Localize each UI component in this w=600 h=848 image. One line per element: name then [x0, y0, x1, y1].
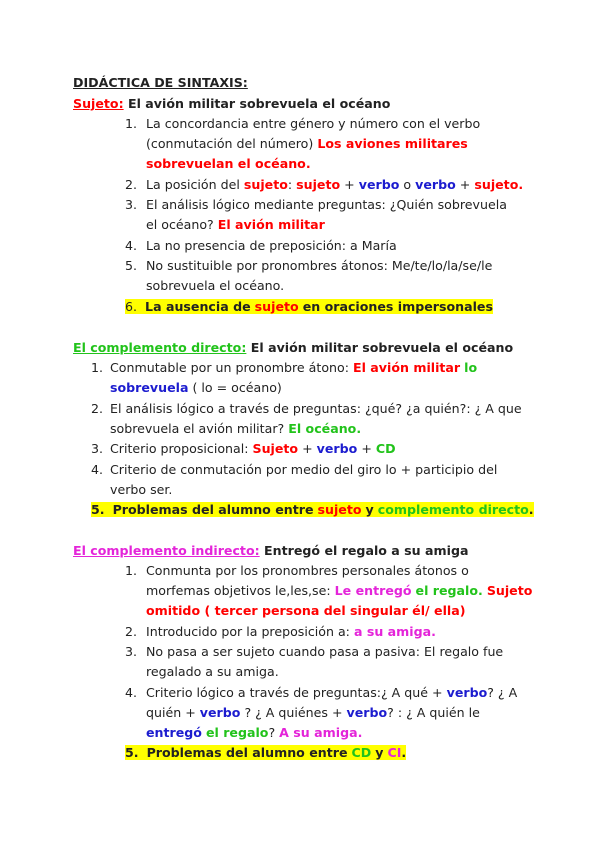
text-fragment: Criterio lógico a través de preguntas:¿ A qué +: [146, 685, 443, 700]
text-fragment: +: [344, 177, 355, 192]
sujeto-sentence: El avión militar sobrevuela el océano: [128, 96, 391, 111]
text-fragment: sujeto.: [474, 177, 524, 192]
text-fragment: .: [528, 502, 534, 517]
cd-item-2-num: 2.: [91, 401, 104, 416]
sujeto-label: Sujeto:: [73, 96, 124, 111]
document-title: DIDÁCTICA DE SINTAXIS:: [73, 75, 248, 90]
text-fragment: sujeto: [296, 177, 341, 192]
example-highlight: Los aviones militares: [317, 136, 468, 151]
ci-item-4-line-3: [146, 723, 362, 743]
text-fragment: Sujeto: [252, 441, 299, 456]
item-number: 6.: [125, 299, 138, 314]
sujeto-item-5-line-2: sobrevuela el océano.: [146, 278, 285, 293]
text-fragment: El océano.: [288, 421, 362, 436]
cd-item-2-line-1: El análisis lógico a través de preguntas: ¿qué? ¿a quién?: ¿ A que: [110, 401, 522, 416]
ci-item-1-num: 1.: [125, 563, 138, 578]
item-number: 5.: [125, 745, 139, 760]
text-fragment: La posición del: [146, 177, 240, 192]
text-fragment: sujeto: [243, 177, 288, 192]
text-fragment: o: [403, 177, 412, 192]
text-fragment: y: [365, 502, 374, 517]
cd-sentence: El avión militar sobrevuela el océano: [250, 340, 514, 355]
sujeto-item-1-line-2: [146, 134, 468, 154]
sujeto-item-4-line-1: La no presencia de preposición: a María: [146, 238, 397, 253]
text-fragment: y: [375, 745, 384, 760]
cd-item-5: [91, 500, 534, 520]
text-fragment: El avión militar: [217, 217, 325, 232]
ci-item-2-num: 2.: [125, 624, 138, 639]
sujeto-item-1-line-3: sobrevuelan el océano.: [146, 156, 311, 171]
text-fragment: Sujeto: [486, 583, 533, 598]
text-fragment: lo: [464, 360, 478, 375]
ci-item-2-line-1: [146, 622, 436, 642]
text-fragment: :: [287, 177, 293, 192]
text-fragment: verbo: [358, 177, 400, 192]
text-fragment: verbo: [316, 441, 358, 456]
ci-item-1-line-2: [146, 581, 532, 601]
text-fragment: +: [361, 441, 372, 456]
sujeto-item-1-num: 1.: [125, 116, 138, 131]
ci-item-1-line-1: Conmunta por los pronombres personales átonos o: [146, 563, 469, 578]
text-fragment: quién +: [146, 705, 196, 720]
cd-item-1-line-1: [110, 358, 477, 378]
ci-sentence: Entregó el regalo a su amiga: [264, 543, 469, 558]
text-fragment: CD: [375, 441, 396, 456]
text-fragment: sobrevuela el avión militar?: [110, 421, 285, 436]
sujeto-item-1-line-1: La concordancia entre género y número con el verbo: [146, 116, 481, 131]
text-fragment: sobrevuela: [110, 380, 189, 395]
text-fragment: Le entregó: [334, 583, 412, 598]
text-fragment: ? : ¿ A quién le: [387, 705, 480, 720]
ci-label: El complemento indirecto:: [73, 543, 260, 558]
cd-item-1-num: 1.: [91, 360, 104, 375]
cd-heading: [73, 338, 513, 358]
text-fragment: Problemas del alumno entre: [112, 502, 314, 517]
ci-item-3-num: 3.: [125, 644, 138, 659]
text-fragment: a su amiga.: [353, 624, 436, 639]
sujeto-item-3-line-2: [146, 215, 325, 235]
text-fragment: el océano?: [146, 217, 214, 232]
text-fragment: verbo: [199, 705, 241, 720]
text-fragment: verbo: [446, 685, 488, 700]
text-fragment: verbo: [346, 705, 388, 720]
sujeto-item-2-line-1: [146, 175, 523, 195]
text-fragment: ? ¿ A quiénes +: [244, 705, 343, 720]
sujeto-heading: [73, 94, 390, 114]
ci-item-4-line-1: [146, 683, 517, 703]
ci-heading: [73, 541, 468, 561]
sujeto-item-4-num: 4.: [125, 238, 138, 253]
text-fragment: Criterio proposicional:: [110, 441, 249, 456]
ci-item-3-line-1: No pasa a ser sujeto cuando pasa a pasiva: El regalo fue: [146, 644, 504, 659]
text-fragment: Conmutable por un pronombre átono:: [110, 360, 349, 375]
text-fragment: Introducido por la preposición a:: [146, 624, 350, 639]
text-fragment: sujeto: [254, 299, 299, 314]
text-fragment: (conmutación del número): [146, 136, 314, 151]
text-fragment: morfemas objetivos le,les,se:: [146, 583, 331, 598]
ci-item-4-line-2: [146, 703, 480, 723]
ci-item-1-line-3: omitido ( tercer persona del singular él/ ella): [146, 603, 466, 618]
text-fragment: verbo: [415, 177, 456, 192]
sujeto-item-3-line-1: El análisis lógico mediante preguntas: ¿Quién sobrevuela: [146, 197, 507, 212]
text-fragment: .: [401, 745, 407, 760]
text-fragment: sujeto: [317, 502, 362, 517]
text-fragment: el regalo: [205, 725, 269, 740]
cd-item-4-line-2: verbo ser.: [110, 482, 173, 497]
text-fragment: complemento directo: [377, 502, 529, 517]
text-fragment: A su amiga.: [279, 725, 363, 740]
text-fragment: ( lo = océano): [192, 380, 282, 395]
cd-item-1-line-2: [110, 378, 282, 398]
sujeto-item-3-num: 3.: [125, 197, 138, 212]
cd-label: El complemento directo:: [73, 340, 247, 355]
text-fragment: +: [302, 441, 313, 456]
sujeto-item-6: [125, 297, 493, 317]
text-fragment: el regalo.: [415, 583, 483, 598]
cd-item-4-line-1: Criterio de conmutación por medio del giro lo + participio del: [110, 462, 498, 477]
text-fragment: ?: [268, 725, 276, 740]
text-fragment: ? ¿ A: [487, 685, 518, 700]
sujeto-item-2-num: 2.: [125, 177, 138, 192]
text-fragment: +: [459, 177, 471, 192]
item-number: 5.: [91, 502, 105, 517]
sujeto-item-5-line-1: No sustituible por pronombres átonos: Me/te/lo/la/se/le: [146, 258, 493, 273]
text-fragment: El avión militar: [352, 360, 461, 375]
text-fragment: entregó: [146, 725, 202, 740]
ci-item-3-line-2: regalado a su amiga.: [146, 664, 279, 679]
cd-item-4-num: 4.: [91, 462, 104, 477]
cd-item-3-line-1: [110, 439, 396, 459]
ci-item-5: [125, 743, 406, 763]
text-fragment: CI: [387, 745, 402, 760]
cd-item-2-line-2: [110, 419, 361, 439]
cd-item-3-num: 3.: [91, 441, 104, 456]
text-fragment: CD: [351, 745, 372, 760]
text-fragment: La ausencia de: [145, 299, 251, 314]
text-fragment: Problemas del alumno entre: [146, 745, 348, 760]
ci-item-4-num: 4.: [125, 685, 138, 700]
sujeto-item-5-num: 5.: [125, 258, 138, 273]
text-fragment: en oraciones impersonales: [302, 299, 493, 314]
